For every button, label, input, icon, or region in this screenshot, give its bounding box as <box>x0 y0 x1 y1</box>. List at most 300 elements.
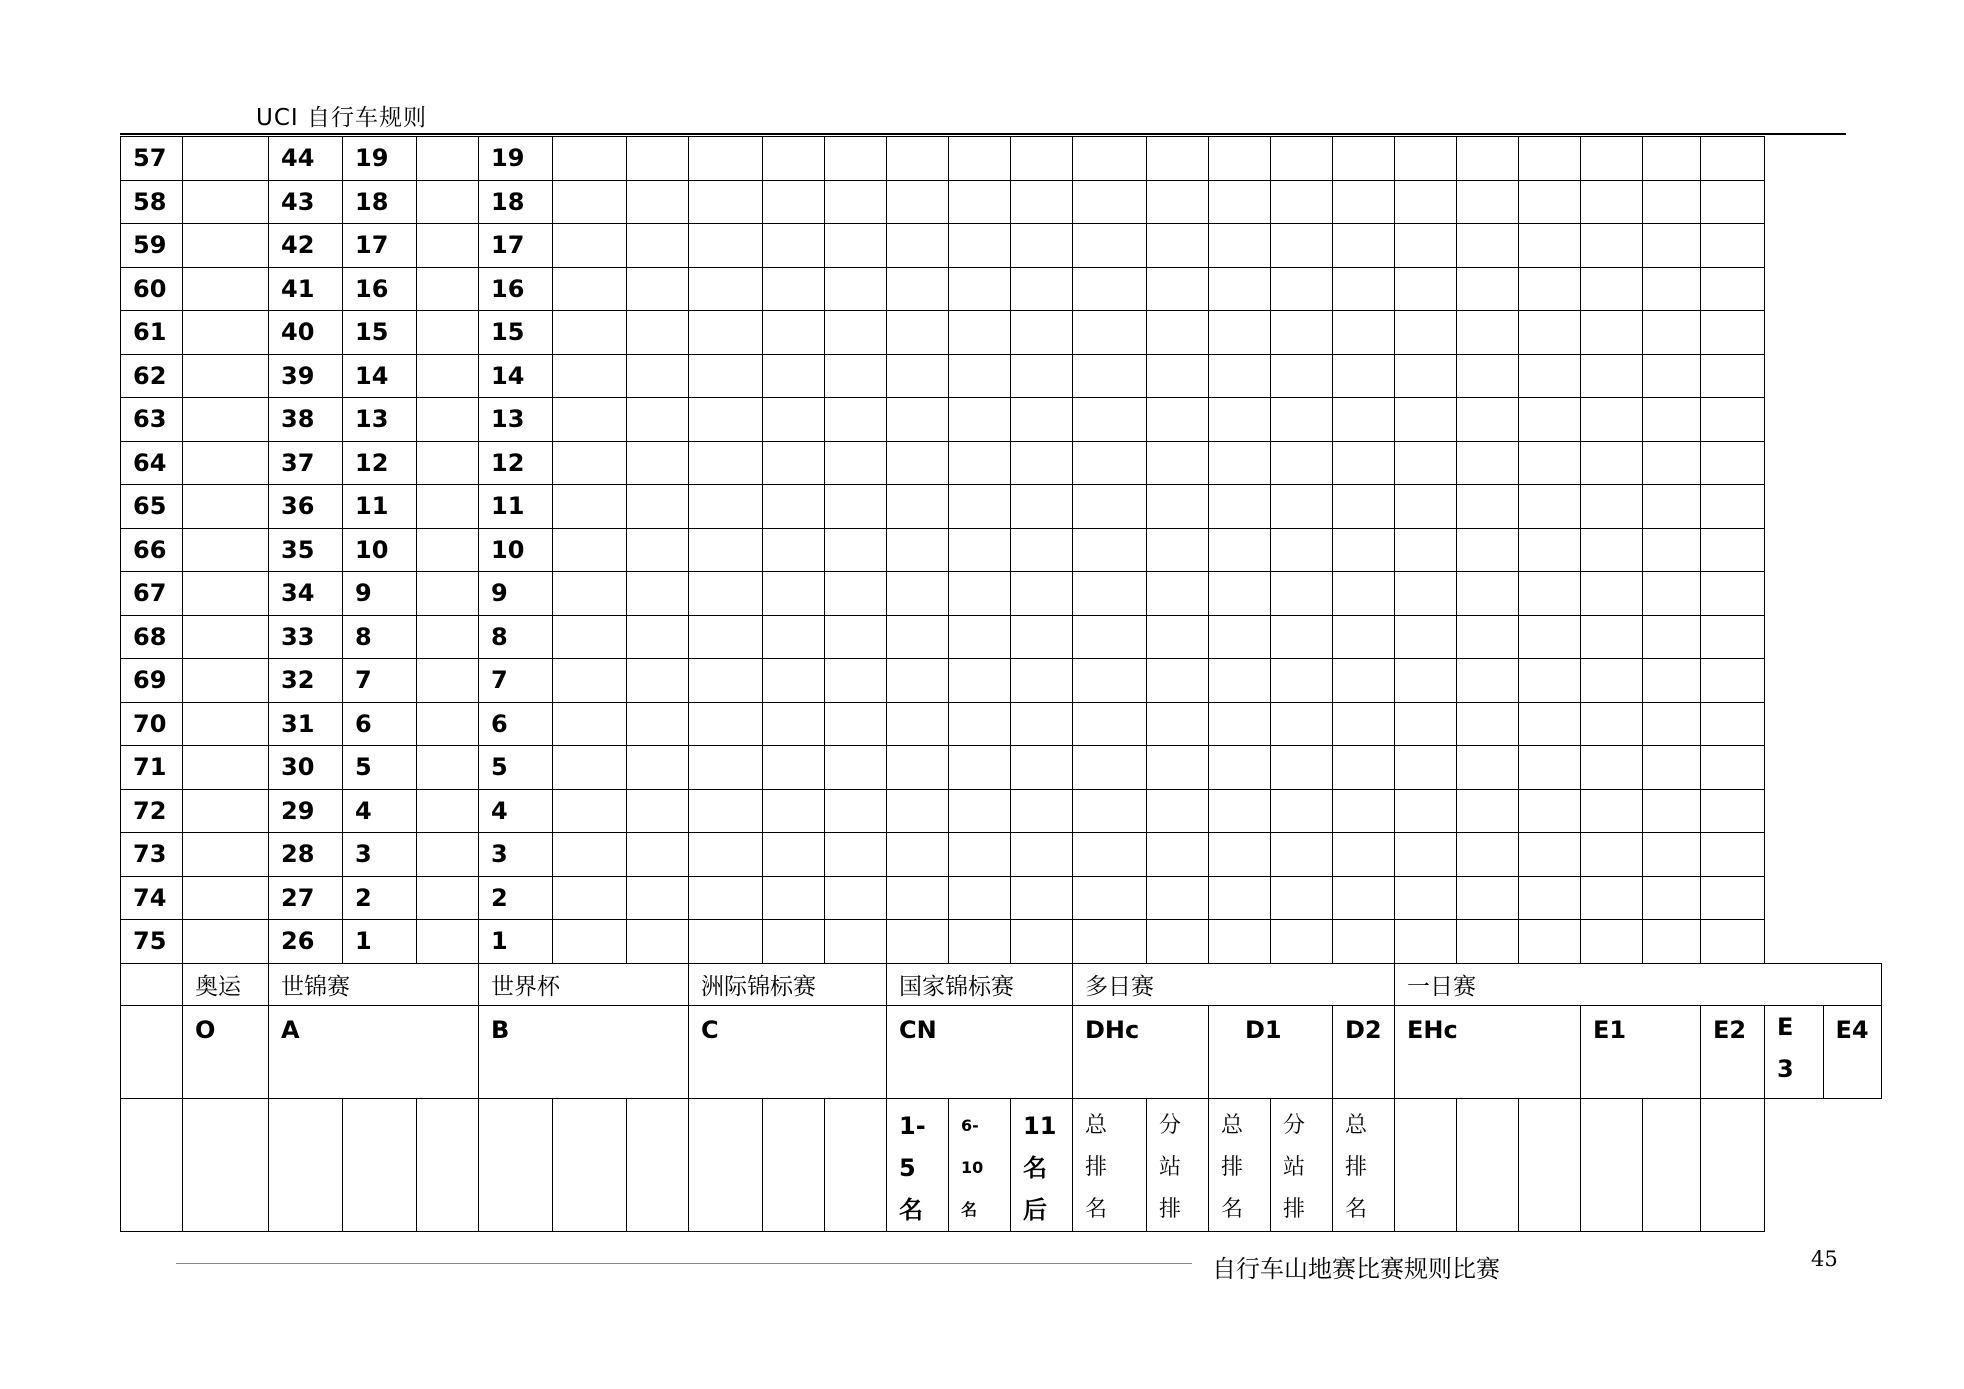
table-cell <box>825 441 887 485</box>
table-cell <box>825 833 887 877</box>
table-cell <box>1581 224 1643 268</box>
table-cell <box>553 920 627 964</box>
points-table <box>120 136 1882 1232</box>
table-cell <box>1011 485 1073 529</box>
table-cell: 33 <box>269 615 343 659</box>
table-cell <box>1209 485 1271 529</box>
table-cell <box>1395 702 1457 746</box>
table-cell <box>763 789 825 833</box>
table-cell <box>627 833 689 877</box>
table-cell <box>627 180 689 224</box>
table-cell <box>689 615 763 659</box>
table-cell <box>949 920 1011 964</box>
table-cell <box>1333 354 1395 398</box>
table-cell: 37 <box>269 441 343 485</box>
table-cell <box>1701 702 1765 746</box>
table-row <box>121 528 1882 572</box>
sub-cell <box>1701 1098 1765 1231</box>
table-cell: 1 <box>343 920 417 964</box>
table-cell <box>1011 833 1073 877</box>
table-cell: 41 <box>269 267 343 311</box>
table-cell: 13 <box>343 398 417 442</box>
table-cell: 9 <box>479 572 553 616</box>
table-cell: 16 <box>479 267 553 311</box>
table-cell: 64 <box>121 441 183 485</box>
sub-header-row <box>121 1098 1882 1231</box>
table-cell <box>1457 224 1519 268</box>
table-cell <box>553 441 627 485</box>
table-cell <box>1271 311 1333 355</box>
category-national-championships: 国家锦标赛 <box>887 963 1073 1005</box>
table-cell: 31 <box>269 702 343 746</box>
table-row <box>121 615 1882 659</box>
table-cell <box>1073 398 1147 442</box>
code-e2: E2 <box>1701 1005 1765 1098</box>
table-cell <box>949 615 1011 659</box>
table-cell <box>1333 702 1395 746</box>
table-cell <box>1701 180 1765 224</box>
table-cell: 67 <box>121 572 183 616</box>
table-cell <box>1333 833 1395 877</box>
table-cell <box>1701 572 1765 616</box>
table-cell <box>417 876 479 920</box>
category-world-cup: 世界杯 <box>479 963 689 1005</box>
table-cell <box>1519 833 1581 877</box>
table-cell <box>763 311 825 355</box>
table-cell: 74 <box>121 876 183 920</box>
table-cell: 7 <box>343 659 417 703</box>
table-cell <box>1395 789 1457 833</box>
table-cell <box>1457 311 1519 355</box>
table-cell: 40 <box>269 311 343 355</box>
table-cell <box>1147 180 1209 224</box>
table-cell <box>1701 398 1765 442</box>
table-cell <box>1701 485 1765 529</box>
table-row <box>121 224 1882 268</box>
table-cell <box>1271 702 1333 746</box>
sub-cell <box>1581 1098 1643 1231</box>
table-cell <box>1271 572 1333 616</box>
table-cell <box>627 528 689 572</box>
table-cell <box>1333 224 1395 268</box>
table-cell <box>825 485 887 529</box>
table-cell <box>1395 485 1457 529</box>
table-row <box>121 311 1882 355</box>
table-cell <box>627 485 689 529</box>
table-cell <box>1011 224 1073 268</box>
table-cell <box>1643 224 1701 268</box>
table-cell <box>825 528 887 572</box>
sub-cell <box>269 1098 343 1231</box>
table-cell <box>553 180 627 224</box>
table-cell <box>1333 311 1395 355</box>
table-cell: 62 <box>121 354 183 398</box>
category-one-day-race: 一日赛 <box>1395 963 1882 1005</box>
table-cell <box>627 354 689 398</box>
sub-cell <box>1519 1098 1581 1231</box>
table-cell <box>1395 311 1457 355</box>
table-cell <box>627 746 689 790</box>
table-cell <box>1701 224 1765 268</box>
table-cell <box>1333 137 1395 181</box>
table-cell <box>689 876 763 920</box>
table-cell <box>1073 833 1147 877</box>
table-cell <box>1271 920 1333 964</box>
table-cell: 58 <box>121 180 183 224</box>
table-cell <box>689 920 763 964</box>
code-e3: E 3 <box>1765 1005 1824 1098</box>
code-d2: D2 <box>1333 1005 1395 1098</box>
table-cell <box>1519 267 1581 311</box>
sub-cell <box>1643 1098 1701 1231</box>
table-cell <box>1271 659 1333 703</box>
table-row <box>121 180 1882 224</box>
table-cell <box>1147 789 1209 833</box>
table-cell <box>1147 267 1209 311</box>
table-cell: 72 <box>121 789 183 833</box>
table-cell: 10 <box>343 528 417 572</box>
table-cell <box>1073 224 1147 268</box>
table-cell <box>183 267 269 311</box>
table-cell <box>949 572 1011 616</box>
table-cell <box>1457 441 1519 485</box>
table-cell <box>689 267 763 311</box>
footer-title: 自行车山地赛比赛规则比赛 <box>1212 1255 1500 1283</box>
table-cell <box>949 528 1011 572</box>
code-a: A <box>269 1005 479 1098</box>
table-cell <box>1457 267 1519 311</box>
code-o: O <box>183 1005 269 1098</box>
table-cell <box>949 789 1011 833</box>
table-cell <box>417 354 479 398</box>
table-cell <box>1209 615 1271 659</box>
table-cell: 69 <box>121 659 183 703</box>
table-cell <box>949 833 1011 877</box>
table-cell <box>689 833 763 877</box>
table-cell <box>887 398 949 442</box>
table-cell <box>1147 615 1209 659</box>
table-cell <box>1395 180 1457 224</box>
table-cell: 26 <box>269 920 343 964</box>
table-cell <box>417 615 479 659</box>
table-cell <box>1333 789 1395 833</box>
table-cell <box>1701 876 1765 920</box>
table-cell <box>689 398 763 442</box>
table-cell <box>1643 746 1701 790</box>
table-cell <box>1519 224 1581 268</box>
points-rows <box>121 137 1882 964</box>
table-cell <box>1011 441 1073 485</box>
table-cell <box>825 920 887 964</box>
table-cell: 17 <box>343 224 417 268</box>
table-cell <box>887 137 949 181</box>
table-cell <box>183 746 269 790</box>
table-cell <box>417 485 479 529</box>
table-cell <box>1519 528 1581 572</box>
table-cell: 60 <box>121 267 183 311</box>
table-cell <box>1011 659 1073 703</box>
table-cell <box>825 354 887 398</box>
table-cell <box>1701 311 1765 355</box>
table-cell: 18 <box>479 180 553 224</box>
table-cell <box>553 528 627 572</box>
table-cell: 34 <box>269 572 343 616</box>
table-cell <box>627 224 689 268</box>
table-cell: 44 <box>269 137 343 181</box>
table-cell <box>1073 485 1147 529</box>
table-cell <box>763 441 825 485</box>
sub-cn-1: 1-5名 <box>887 1098 949 1231</box>
running-header-title: UCI 自行车规则 <box>256 105 427 131</box>
table-cell <box>553 789 627 833</box>
table-cell <box>763 833 825 877</box>
table-cell <box>183 702 269 746</box>
table-cell <box>689 180 763 224</box>
table-row <box>121 659 1882 703</box>
table-cell: 32 <box>269 659 343 703</box>
table-cell <box>417 789 479 833</box>
table-cell <box>183 180 269 224</box>
table-cell <box>1271 180 1333 224</box>
table-cell <box>1643 876 1701 920</box>
table-cell <box>1581 789 1643 833</box>
table-cell <box>949 702 1011 746</box>
table-cell <box>1073 615 1147 659</box>
table-cell <box>1581 746 1643 790</box>
table-cell <box>689 485 763 529</box>
table-cell <box>887 920 949 964</box>
table-cell <box>689 224 763 268</box>
table-cell <box>183 311 269 355</box>
table-cell: 15 <box>479 311 553 355</box>
table-cell <box>553 137 627 181</box>
table-cell <box>1395 354 1457 398</box>
table-cell: 29 <box>269 789 343 833</box>
table-cell <box>1073 920 1147 964</box>
table-cell <box>1147 876 1209 920</box>
table-cell <box>183 137 269 181</box>
table-cell <box>183 441 269 485</box>
table-cell <box>417 659 479 703</box>
table-cell <box>1519 137 1581 181</box>
table-cell <box>1701 137 1765 181</box>
table-cell <box>1457 485 1519 529</box>
table-cell <box>887 441 949 485</box>
table-cell <box>949 354 1011 398</box>
table-cell <box>1209 876 1271 920</box>
table-cell <box>763 702 825 746</box>
table-cell <box>1333 528 1395 572</box>
sub-cell <box>183 1098 269 1231</box>
table-cell <box>417 180 479 224</box>
table-cell <box>627 789 689 833</box>
table-cell <box>1011 311 1073 355</box>
table-cell <box>1333 485 1395 529</box>
table-cell <box>1271 224 1333 268</box>
table-cell: 19 <box>343 137 417 181</box>
table-cell <box>1147 441 1209 485</box>
table-cell <box>1209 354 1271 398</box>
table-row <box>121 267 1882 311</box>
table-cell: 14 <box>479 354 553 398</box>
table-cell <box>825 746 887 790</box>
table-cell: 2 <box>343 876 417 920</box>
table-cell: 15 <box>343 311 417 355</box>
table-cell <box>1333 876 1395 920</box>
sub-cell <box>1395 1098 1457 1231</box>
table-cell <box>1073 702 1147 746</box>
sub-cell <box>121 1098 183 1231</box>
table-cell <box>1011 267 1073 311</box>
table-cell <box>763 876 825 920</box>
table-cell <box>553 572 627 616</box>
table-cell <box>183 572 269 616</box>
table-cell <box>1643 833 1701 877</box>
table-cell: 38 <box>269 398 343 442</box>
table-cell <box>1457 398 1519 442</box>
code-ehc: EHc <box>1395 1005 1581 1098</box>
table-cell <box>949 659 1011 703</box>
table-cell <box>949 746 1011 790</box>
table-cell <box>1011 702 1073 746</box>
table-cell <box>1011 180 1073 224</box>
table-cell <box>1147 920 1209 964</box>
table-cell: 12 <box>343 441 417 485</box>
table-cell <box>1643 528 1701 572</box>
table-cell: 5 <box>479 746 553 790</box>
table-cell <box>825 224 887 268</box>
table-cell <box>1457 615 1519 659</box>
table-cell <box>1457 528 1519 572</box>
table-cell <box>1271 137 1333 181</box>
table-cell <box>1519 746 1581 790</box>
table-cell <box>1073 789 1147 833</box>
table-cell <box>1073 354 1147 398</box>
table-cell: 70 <box>121 702 183 746</box>
table-cell <box>1457 789 1519 833</box>
table-cell: 5 <box>343 746 417 790</box>
category-continental-championships: 洲际锦标赛 <box>689 963 887 1005</box>
table-cell <box>1519 398 1581 442</box>
table-cell <box>1457 354 1519 398</box>
table-cell <box>949 137 1011 181</box>
table-cell <box>183 789 269 833</box>
table-cell <box>1271 833 1333 877</box>
table-cell <box>1701 920 1765 964</box>
table-cell <box>1209 267 1271 311</box>
table-cell <box>887 224 949 268</box>
table-cell <box>1209 920 1271 964</box>
table-cell <box>417 441 479 485</box>
table-cell <box>689 702 763 746</box>
table-cell <box>1333 746 1395 790</box>
table-cell <box>1581 485 1643 529</box>
table-cell <box>417 572 479 616</box>
table-cell <box>627 920 689 964</box>
code-cn: CN <box>887 1005 1073 1098</box>
table-cell <box>887 354 949 398</box>
sub-cell <box>825 1098 887 1231</box>
table-cell <box>763 224 825 268</box>
table-cell <box>417 311 479 355</box>
table-cell <box>763 528 825 572</box>
table-cell <box>1519 485 1581 529</box>
table-cell <box>1457 137 1519 181</box>
table-cell <box>1701 441 1765 485</box>
table-cell <box>763 572 825 616</box>
sub-dhc-2: 分站排 <box>1147 1098 1209 1231</box>
table-cell <box>1395 833 1457 877</box>
table-cell <box>1209 180 1271 224</box>
table-cell <box>1643 267 1701 311</box>
table-cell <box>417 528 479 572</box>
sub-cell <box>1457 1098 1519 1231</box>
sub-cell <box>479 1098 553 1231</box>
table-cell <box>183 833 269 877</box>
table-cell: 14 <box>343 354 417 398</box>
table-cell: 65 <box>121 485 183 529</box>
table-cell <box>1457 876 1519 920</box>
code-d1: D1 <box>1209 1005 1333 1098</box>
table-cell <box>1333 659 1395 703</box>
table-cell <box>763 354 825 398</box>
table-cell <box>1011 528 1073 572</box>
page-number: 45 <box>1811 1247 1838 1271</box>
table-cell <box>1395 572 1457 616</box>
table-cell <box>1643 702 1701 746</box>
table-row <box>121 137 1882 181</box>
table-cell: 61 <box>121 311 183 355</box>
table-cell <box>949 267 1011 311</box>
table-cell <box>763 659 825 703</box>
table-cell <box>183 528 269 572</box>
category-world-championships: 世锦赛 <box>269 963 479 1005</box>
table-row <box>121 702 1882 746</box>
table-cell <box>1457 833 1519 877</box>
table-cell <box>1147 528 1209 572</box>
table-cell <box>1271 789 1333 833</box>
table-cell: 18 <box>343 180 417 224</box>
table-cell <box>1147 354 1209 398</box>
sub-cell <box>627 1098 689 1231</box>
table-cell: 42 <box>269 224 343 268</box>
table-row <box>121 354 1882 398</box>
table-cell <box>1581 615 1643 659</box>
table-cell: 35 <box>269 528 343 572</box>
sub-d1-1: 总排名 <box>1209 1098 1271 1231</box>
table-cell <box>183 876 269 920</box>
table-cell <box>949 876 1011 920</box>
table-row <box>121 398 1882 442</box>
table-cell <box>1011 398 1073 442</box>
table-cell <box>1581 180 1643 224</box>
table-cell <box>1147 702 1209 746</box>
table-cell <box>183 398 269 442</box>
table-cell <box>825 137 887 181</box>
table-cell <box>183 659 269 703</box>
table-cell: 3 <box>479 833 553 877</box>
table-cell <box>1147 398 1209 442</box>
table-cell <box>763 398 825 442</box>
table-cell <box>1643 572 1701 616</box>
table-cell <box>825 267 887 311</box>
table-cell <box>1519 572 1581 616</box>
table-cell <box>627 398 689 442</box>
table-cell <box>949 180 1011 224</box>
table-cell <box>887 485 949 529</box>
table-cell <box>1271 267 1333 311</box>
sub-d1-2: 分站排 <box>1271 1098 1333 1231</box>
